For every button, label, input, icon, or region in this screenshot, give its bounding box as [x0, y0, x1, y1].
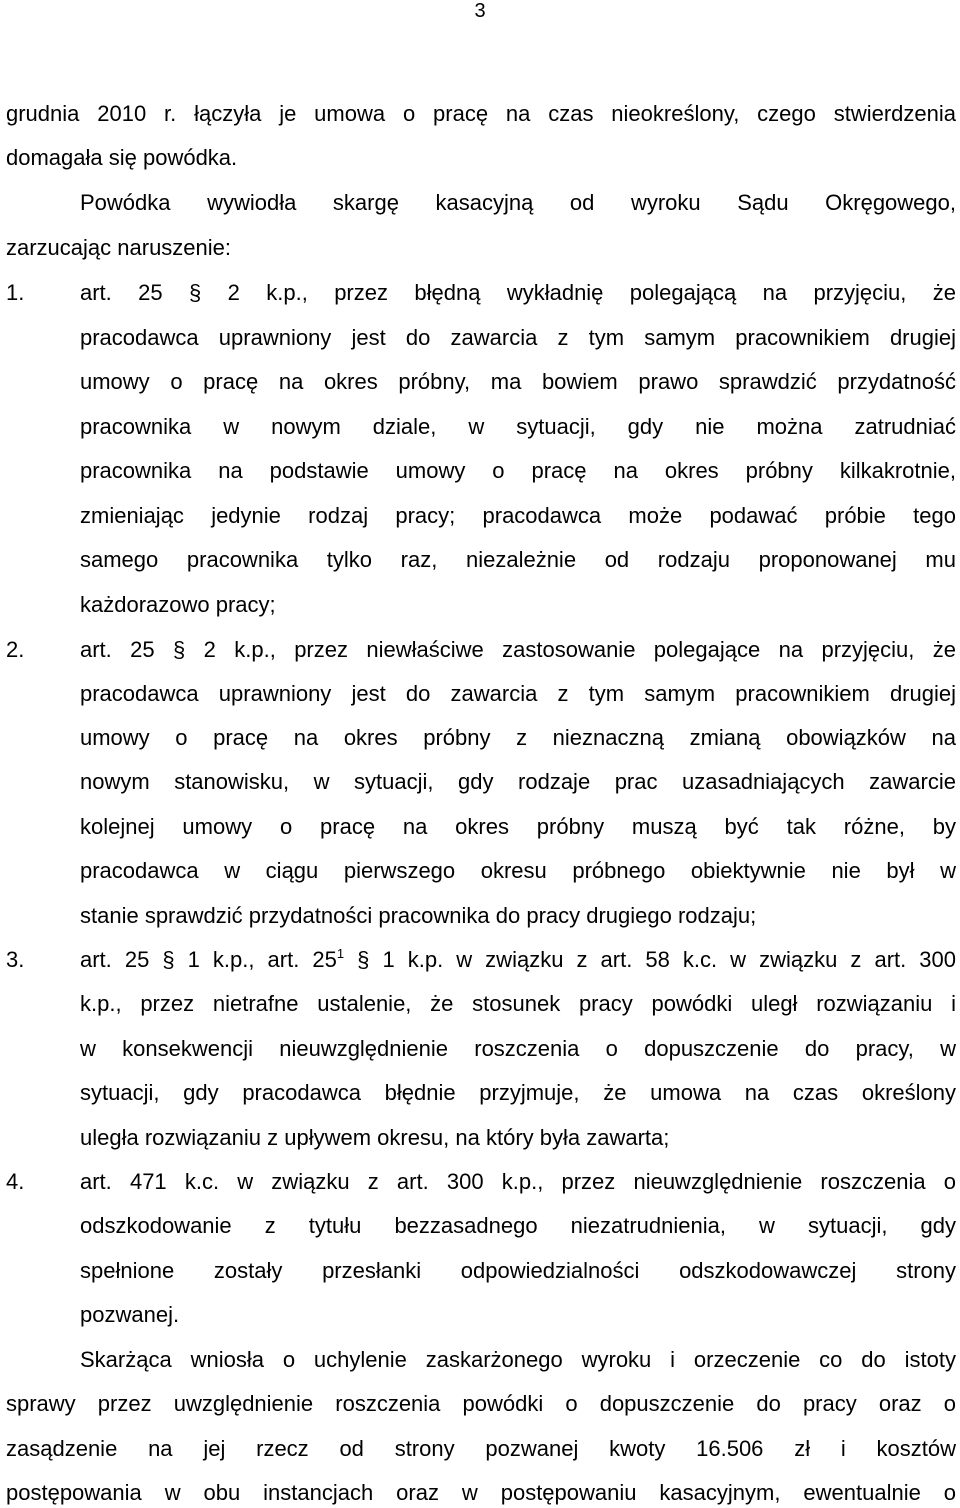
list-item-number: 2.	[6, 637, 25, 662]
list-item-line: art. 25 § 2 k.p., przez błędną wykładnię polegającą na przyjęciu, że	[80, 280, 956, 305]
list-item-line: odszkodowanie z tytułu bezzasadnego niezatrudnienia, w sytuacji, gdy	[80, 1213, 956, 1238]
list-item-line: zmieniając jedynie rodzaj pracy; pracodawca może podawać próbie tego	[80, 503, 956, 528]
list-item-line: kolejnej umowy o pracę na okres próbny muszą być tak różne, by	[80, 814, 956, 839]
list-item-line: k.p., przez nietrafne ustalenie, że stosunek pracy powódki uległ rozwiązaniu i	[80, 991, 956, 1016]
closing-line: zasądzenie na jej rzecz od strony pozwanej kwoty 16.506 zł i kosztów	[6, 1436, 956, 1461]
list-item-line: nowym stanowisku, w sytuacji, gdy rodzaje prac uzasadniających zawarcie	[80, 769, 956, 794]
superscript: 1	[336, 947, 345, 961]
list-item-text: art. 25 § 1 k.p., art. 25	[80, 947, 337, 972]
list-item-text: § 1 k.p. w związku z art. 58 k.c. w związku z art. 300	[344, 947, 956, 972]
list-item-line: stanie sprawdzić przydatności pracownika do pracy drugiego rodzaju;	[80, 903, 757, 928]
list-item-line: każdorazowo pracy;	[80, 592, 276, 617]
list-item-line: art. 471 k.c. w związku z art. 300 k.p., przez nieuwzględnienie roszczenia o	[80, 1169, 956, 1194]
list-item-line: pracownika w nowym dziale, w sytuacji, gdy nie można zatrudniać	[80, 414, 956, 439]
list-item-line	[80, 947, 956, 973]
closing-line: sprawy przez uwzględnienie roszczenia powódki o dopuszczenie do pracy oraz o	[6, 1391, 956, 1416]
intro-line: zarzucając naruszenie:	[6, 235, 232, 260]
list-item-number: 1.	[6, 280, 25, 305]
list-item-line: pozwanej.	[80, 1302, 180, 1327]
list-item-line: spełnione zostały przesłanki odpowiedzialności odszkodowawczej strony	[80, 1258, 956, 1283]
page-number: 3	[474, 0, 486, 22]
intro-line: grudnia 2010 r. łączyła je umowa o pracę na czas nieokreślony, czego stwierdzenia	[6, 101, 956, 126]
list-item-line: umowy o pracę na okres próbny z nieznaczną zmianą obowiązków na	[80, 725, 956, 750]
list-item-line: sytuacji, gdy pracodawca błędnie przyjmuje, że umowa na czas określony	[80, 1080, 956, 1105]
intro-line: Powódka wywiodła skargę kasacyjną od wyroku Sądu Okręgowego,	[80, 190, 956, 215]
list-item-line: pracodawca uprawniony jest do zawarcia z tym samym pracownikiem drugiej	[80, 681, 956, 706]
closing-line: Skarżąca wniosła o uchylenie zaskarżonego wyroku i orzeczenie co do istoty	[80, 1347, 956, 1372]
list-item-line: uległa rozwiązaniu z upływem okresu, na który była zawarta;	[80, 1125, 670, 1150]
list-item-line: umowy o pracę na okres próbny, ma bowiem prawo sprawdzić przydatność	[80, 369, 956, 394]
list-item-line: art. 25 § 2 k.p., przez niewłaściwe zastosowanie polegające na przyjęciu, że	[80, 637, 956, 662]
list-item-line: pracodawca uprawniony jest do zawarcia z tym samym pracownikiem drugiej	[80, 325, 956, 350]
list-item-line: samego pracownika tylko raz, niezależnie od rodzaju proponowanej mu	[80, 547, 956, 572]
closing-line: postępowania w obu instancjach oraz w postępowaniu kasacyjnym, ewentualnie o	[6, 1480, 956, 1505]
list-item-line: pracodawca w ciągu pierwszego okresu próbnego obiektywnie nie był w	[80, 858, 956, 883]
list-item-number: 4.	[6, 1169, 25, 1194]
list-item-line: w konsekwencji nieuwzględnienie roszczenia o dopuszczenie do pracy, w	[80, 1036, 956, 1061]
list-item-number: 3.	[6, 947, 25, 972]
intro-line: domagała się powódka.	[6, 145, 238, 170]
list-item-line: pracownika na podstawie umowy o pracę na okres próbny kilkakrotnie,	[80, 458, 956, 483]
